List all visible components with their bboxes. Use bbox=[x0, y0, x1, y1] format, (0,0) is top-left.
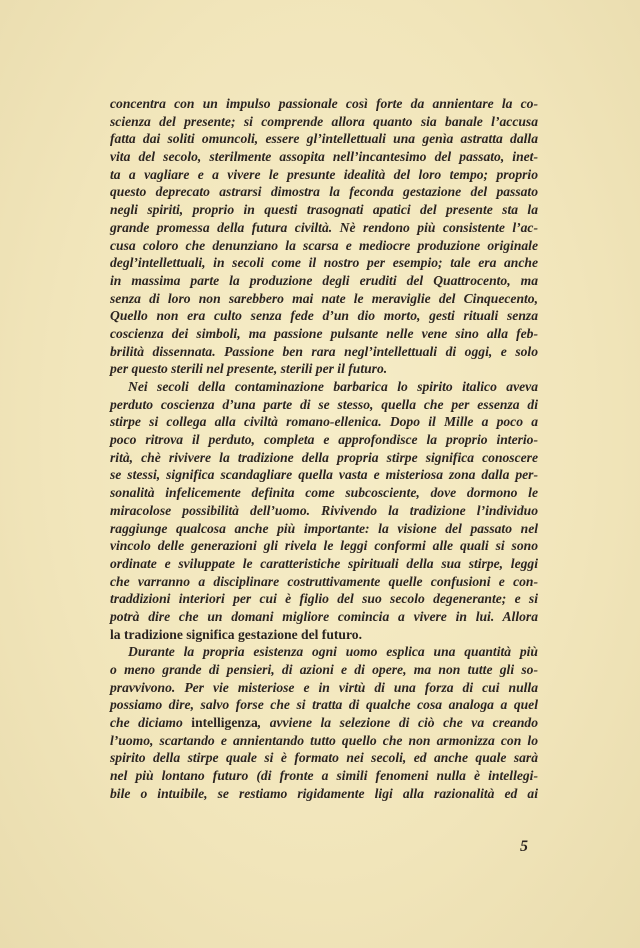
body-text bbox=[110, 95, 538, 803]
text-line: perduto coscienza d’una parte di se stesso, quella che per essenza di bbox=[110, 396, 538, 412]
text-line: che varranno a disciplinare costruttivamente quelle confusioni e con- bbox=[110, 573, 538, 589]
page-number: 5 bbox=[520, 838, 528, 855]
text-line: ordinate e sviluppate le caratteristiche spirituali della sua stirpe, leggi bbox=[110, 555, 538, 571]
text-line: Nei secoli della contaminazione barbarica lo spirito italico aveva bbox=[128, 379, 538, 394]
text-line: questo deprecato astrarsi dimostra la feconda gestazione del passato bbox=[110, 184, 538, 200]
text-line: rità, chè rivivere la tradizione della propria stirpe significa conoscere bbox=[110, 449, 538, 465]
text-line: per questo sterili nel presente, sterili per il futuro. bbox=[110, 361, 388, 377]
text-line: se stessi, significa scandagliare quella vasta e misteriosa zona dalla per- bbox=[110, 467, 538, 483]
text-line: grande promessa della futura civiltà. Nè rendono più consistente l’ac- bbox=[110, 219, 538, 235]
text-line: vincolo delle generazioni gli rivela le leggi conformi alle quali si sono bbox=[110, 538, 538, 554]
text-line: Durante la propria esistenza ogni uomo esplica una quantità più bbox=[128, 644, 538, 660]
text-line: vita del secolo, sterilmente assopita nell’incantesimo del passato, inet- bbox=[110, 149, 538, 165]
text-line: fatta dai soliti omuncoli, essere gl’intellettuali una genìa astratta dalla bbox=[110, 131, 538, 147]
text-line: bile o intuibile, se restiamo rigidamente ligi alla razionalità ed ai bbox=[110, 785, 538, 801]
text-line: poco ritrova il perduto, completa e approfondisce la proprio interio- bbox=[110, 432, 538, 448]
text-line: sonalità infelicemente definita come subcosciente, dove dormono le bbox=[110, 485, 538, 501]
text-line: Quello non era culto senza fede d’un dio morto, gesti rituali senza bbox=[110, 308, 538, 324]
text-line: l’uomo, scartando e annientando tutto quello che non armonizza con lo bbox=[110, 732, 538, 748]
text-line: brilità dissennata. Passione ben rara negl’intellettuali di oggi, e solo bbox=[110, 343, 538, 359]
text-line: traddizioni interiori per cui è figlio del suo secolo degenerante; e si bbox=[110, 591, 538, 607]
paragraph bbox=[110, 378, 538, 643]
text-line: negli spiriti, proprio in questi trasognati apatici del presente sta la bbox=[110, 202, 538, 218]
text-line: possiamo dire, salvo forse che si tratta di qualche cosa analoga a quel bbox=[110, 697, 538, 713]
paragraph bbox=[110, 643, 538, 802]
text-line: spirito della stirpe quale si è formato nei secoli, ed anche quale sarà bbox=[110, 750, 538, 766]
text-line: o meno grande di pensieri, di azioni e di opere, ma non tutte gli so- bbox=[110, 662, 538, 677]
text-line: in massima parte la produzione degli eruditi del Quattrocento, ma bbox=[110, 272, 538, 288]
text-line: coscienza dei simboli, ma passione pulsante nelle vene sino alla feb- bbox=[110, 325, 538, 341]
text-line: miracolose possibilità dell’uomo. Rivivendo la tradizione l’individuo bbox=[110, 502, 538, 518]
paragraph bbox=[110, 95, 538, 378]
text-line: concentra con un impulso passionale così forte da annientare la co- bbox=[110, 96, 538, 111]
text-line: nel più lontano futuro (di fronte a simili fenomeni nulla è intellegi- bbox=[110, 768, 538, 784]
text-line: scienza del presente; si comprende allora quanto sia banale l’accusa bbox=[110, 113, 538, 129]
text-line: cusa coloro che denunziano la scarsa e mediocre produzione originale bbox=[110, 237, 538, 253]
text-line: la tradizione significa gestazione del futuro. bbox=[110, 626, 362, 642]
text-line: stirpe si collega alla civiltà romano-ellenica. Dopo il Mille a poco a bbox=[110, 414, 538, 430]
text-line: degl’intellettuali, in secoli come il nostro per esempio; tale era anche bbox=[110, 255, 538, 271]
text-line: senza di loro non sarebbero mai nate le meraviglie del Cinquecento, bbox=[110, 290, 538, 306]
text-line: raggiunge qualcosa anche più importante: la visione del passato nel bbox=[110, 520, 538, 536]
text-line: che diciamo intelligenza, avviene la selezione di ciò che va creando bbox=[110, 715, 538, 731]
text-line: ta a vagliare e a vivere le presunte idealità del loro tempo; proprio bbox=[110, 166, 538, 182]
text-line: pravvivono. Per vie misteriose e in virtù di una forza di cui nulla bbox=[110, 679, 538, 695]
text-line: potrà dire che un domani migliore comincia a vivere in lui. Allora bbox=[110, 608, 538, 624]
